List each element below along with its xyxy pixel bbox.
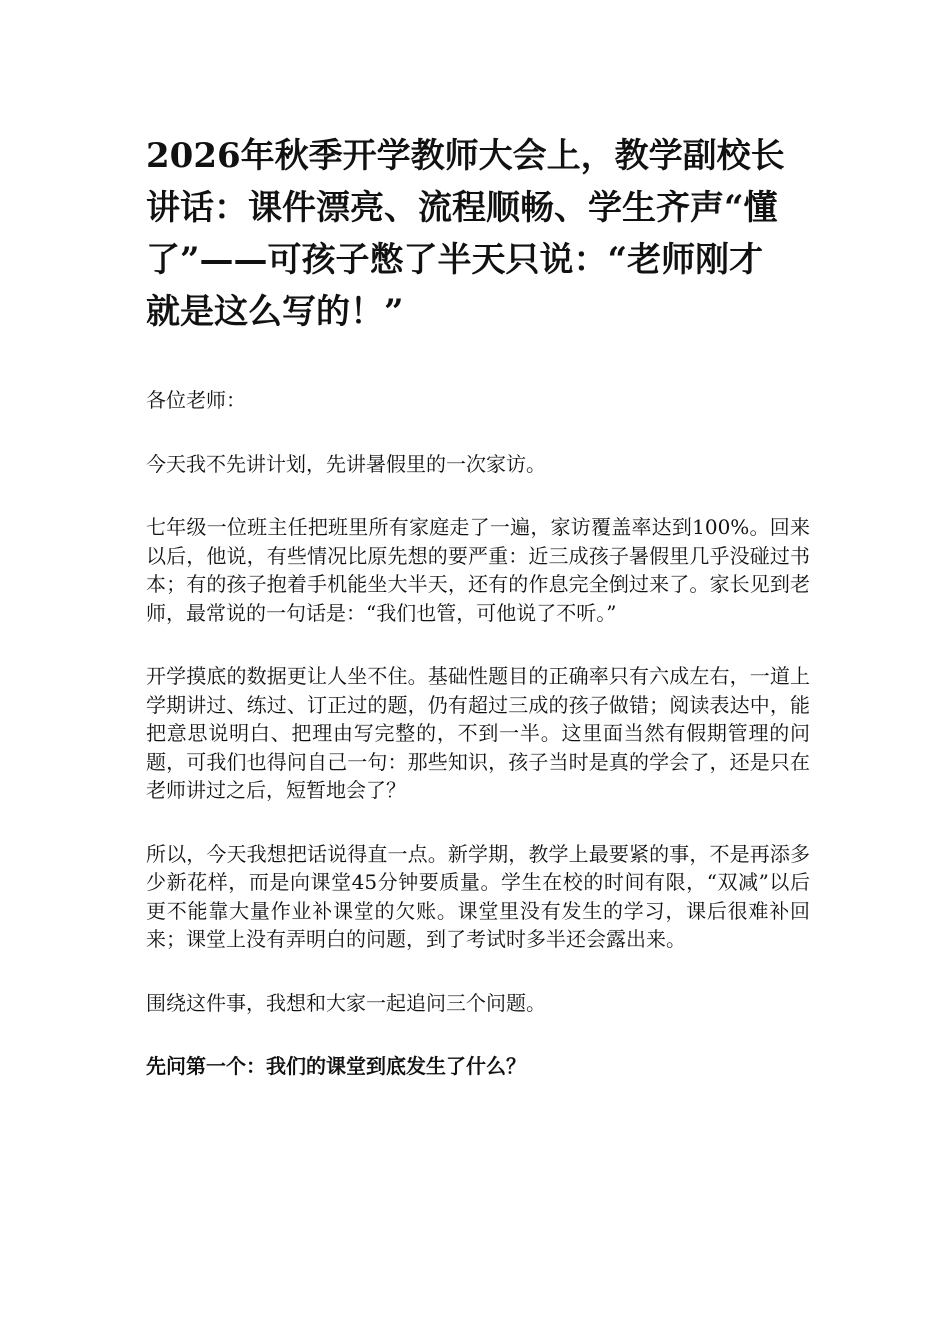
section-heading-first-question: 先问第一个：我们的课堂到底发生了什么？: [146, 1054, 526, 1078]
document-title: 2026年秋季开学教师大会上，教学副校长讲话：课件漂亮、流程顺畅、学生齐声“懂了”——可孩子憋了半天只说：“老师刚才就是这么写的！”: [146, 136, 785, 332]
paragraph-three-questions: 围绕这件事，我想和大家一起追问三个问题。: [146, 990, 546, 1015]
paragraph-assessment-data: 开学摸底的数据更让人坐不住。基础性题目的正确率只有六成左右，一道上学期讲过、练过、订正过的题，仍有超过三成的孩子做错；阅读表达中，能把意思说明白、把理由写完整的，不到一半。这里面当然有假期管理的问题，可我们也得问自己一句：那些知识，孩子当时是真的学会了，还是只在老师讲过之后，短暂地会了？: [146, 664, 810, 802]
paragraph-home-visit: 七年级一位班主任把班里所有家庭走了一遍，家访覆盖率达到100%。回来以后，他说，有些情况比原先想的要严重：近三成孩子暑假里几乎没碰过书本；有的孩子抱着手机能坐大半天，还有的作息完全倒过来了。家长见到老师，最常说的一句话是：“我们也管，可他说了不听。”: [146, 515, 810, 625]
document-body: [146, 386, 810, 1116]
paragraph-intro: 今天我不先讲计划，先讲暑假里的一次家访。: [146, 451, 546, 476]
paragraph-salutation: 各位老师：: [146, 388, 246, 412]
paragraph-classroom-quality: 所以，今天我想把话说得直一点。新学期，教学上最要紧的事，不是再添多少新花样，而是向课堂45分钟要质量。学生在校的时间有限，“双减”以后更不能靠大量作业补课堂的欠账。课堂里没有发生的学习，课后很难补回来；课堂上没有弄明白的问题，到了考试时多半还会露出来。: [146, 841, 810, 951]
